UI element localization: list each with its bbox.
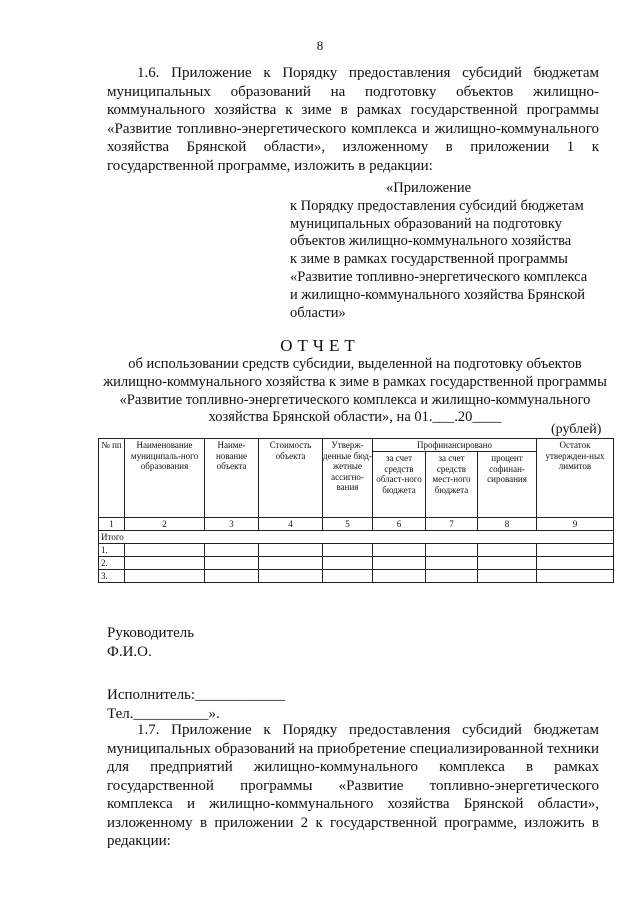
appendix-line: «Приложение: [386, 180, 472, 196]
column-number: 4: [259, 518, 323, 531]
column-number: 3: [205, 518, 259, 531]
column-number: 8: [478, 518, 537, 531]
header-cost: Стоимость объекта: [259, 439, 323, 518]
name-label: Ф.И.О.: [107, 643, 152, 660]
appendix-line: и жилищно-коммунального хозяйства Брянской: [290, 286, 586, 303]
appendix-line: «Развитие топливно-энергетического комплекса: [290, 268, 588, 285]
column-number: 7: [426, 518, 478, 531]
row-label: Итого: [99, 531, 614, 544]
header-financed: Профинансировано: [373, 439, 537, 452]
section-1-6-paragraph: 1.6. Приложение к Порядку предоставления субсидий бюджетам муниципальных образований на подготовку объектов жилищно-коммунального хозяйства к зиме в рамках государственной программы «Развитие топливно-энергетического комплекса и жилищно-коммунального хозяйства Брянской области», изложенному в приложении 1 к государственной программе, изложить в редакции:: [107, 65, 599, 174]
header-balance: Остаток утвержден-ных лимитов: [537, 439, 614, 518]
table-row: [99, 557, 614, 570]
page-number: 8: [316, 38, 324, 53]
column-number: 9: [537, 518, 614, 531]
section-1-7-paragraph: 1.7. Приложение к Порядку предоставления субсидий бюджетам муниципальных образований на приобретение специализированной техники для предприятий жилищно-коммунального комплекса в рамках государственной программы «Развитие топливно-энергетического комплекса и жилищно-коммунального хозяйства Брянской области», изложенному в приложении 2 к государственной программе, изложить в редакции:: [107, 722, 599, 849]
table-row: [99, 570, 614, 583]
appendix-line: объектов жилищно-коммунального хозяйства: [290, 233, 572, 250]
report-title: ОТЧЕТ: [280, 336, 360, 355]
column-number: 2: [125, 518, 205, 531]
executor-label: Исполнитель:____________: [107, 687, 286, 703]
executor-block: [107, 686, 285, 723]
header-municipality: Наименование муниципаль-ного образования: [125, 439, 205, 518]
row-label: 1.: [99, 544, 125, 557]
column-number: 6: [373, 518, 426, 531]
appendix-line: муниципальных образований на подготовку: [290, 215, 562, 232]
header-num: № пп: [99, 439, 125, 518]
head-label: Руководитель: [107, 625, 195, 641]
phone-label: Тел.__________».: [107, 705, 220, 722]
row-label: 2.: [99, 557, 125, 570]
row-label: 3.: [99, 570, 125, 583]
signature-block: [107, 624, 194, 661]
header-regional: за счет средств област-ного бюджета: [373, 452, 426, 518]
table-row-total: [99, 531, 614, 544]
header-approved: Утверж-денные бюд-жетные ассигно-вания: [323, 439, 373, 518]
appendix-line: к зиме в рамках государственной программы: [290, 251, 568, 268]
header-cofinancing: процент софинан-сирования: [478, 452, 537, 518]
appendix-header: [290, 180, 608, 322]
column-number: 5: [323, 518, 373, 531]
table-row: [99, 544, 614, 557]
report-table: [98, 438, 614, 583]
units-label: (рублей): [551, 422, 602, 437]
header-object: Наиме-нование объекта: [205, 439, 259, 518]
appendix-line: к Порядку предоставления субсидий бюджетам: [290, 197, 584, 214]
header-local: за счет средств мест-ного бюджета: [426, 452, 478, 518]
appendix-line: области»: [290, 304, 346, 321]
report-subtitle: об использовании средств субсидии, выделенной на подготовку объектов жилищно-коммунального хозяйства к зиме в рамках государственной программы «Развитие топливно-энергетического комплекса и жилищно-коммунального хозяйства Брянской области», на 01.___.20____: [103, 356, 607, 426]
column-number-row: [99, 518, 614, 531]
column-number: 1: [99, 518, 125, 531]
